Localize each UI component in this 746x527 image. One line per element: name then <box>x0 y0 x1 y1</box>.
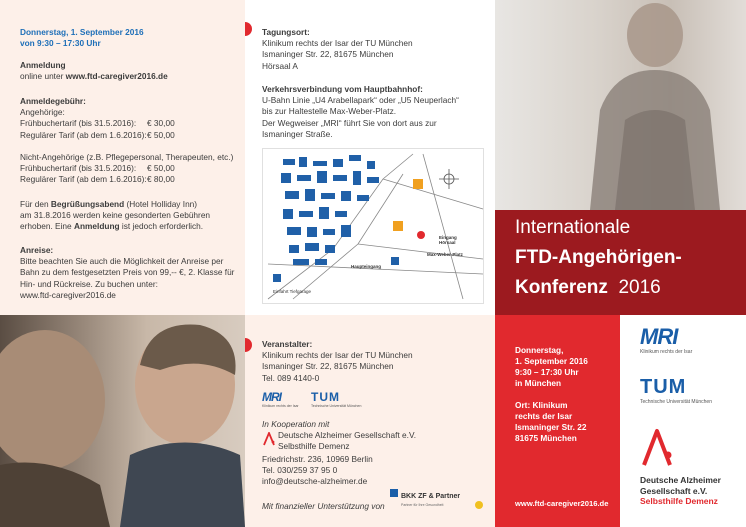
site-map <box>262 148 484 304</box>
red-dot-marker <box>245 338 252 352</box>
fee-row: Regulärer Tarif (ab dem 1.6.2016): € 50,00 <box>20 129 175 140</box>
bkk-logo: BKK ZF & Partner <box>401 493 461 500</box>
man-photo <box>495 0 746 210</box>
dalzg-email[interactable]: info@deutsche-alzheimer.de <box>262 476 368 487</box>
support-label: Mit finanzieller Unterstützung von <box>262 501 385 511</box>
travel-section: Anreise: Bitte beachten Sie auch die Möglichkeit der Anreise per Bahn zu dem festgesetzten Preis von 99,-- €, 2. Klasse für Hin- und Rückreise. Zu buchen unter: www.ftd-caregiver2016.de <box>20 245 242 301</box>
organizer-panel <box>245 315 495 527</box>
men-photo <box>0 315 245 527</box>
map-label-garage: Einfahrt Tiefgarage <box>273 289 312 294</box>
title-line-2: FTD-Angehörigen- <box>515 247 682 268</box>
dalzg-icon <box>262 432 276 446</box>
fees-section: Anmeldegebühr: Angehörige: Frühbuchertarif (bis 31.5.2016): € 30,00 Regulärer Tarif (ab dem 1.6.2016): € 50,00 Nicht-Angehörige (z.B. Pflegepersonal, Therapeuten, etc.) Frühbuchertarif (bis 31.5.2016): € 50,00 Regulärer Tarif (ab dem 1.6.2016): € 80,00 <box>20 96 240 185</box>
map-label-entrance: Eingang Hörsaal <box>439 235 457 245</box>
welcome-evening-note: Für den Begrüßungsabend (Hotel Holliday Inn) am 31.8.2016 werden keine gesonderten Gebühren erhoben. Eine Anmeldung ist jedoch erforderlich. <box>20 199 211 232</box>
registration-panel <box>0 0 245 315</box>
bkk-mark-icon <box>475 501 483 509</box>
registration-section: Anmeldung online unter www.ftd-caregiver2016.de <box>20 60 168 82</box>
event-info: Donnerstag, 1. September 2016 9:30 – 17:30 Uhr in München Ort: Klinikum rechts der Isar Ismaninger Str. 22 81675 München <box>515 345 588 443</box>
cover-photo <box>495 0 746 210</box>
fee-row: Regulärer Tarif (ab dem 1.6.2016): € 80,00 <box>20 174 175 185</box>
mri-logo-small: MRI Klinikum rechts der Isar <box>262 390 299 408</box>
travel-link[interactable]: www.ftd-caregiver2016.de <box>20 289 116 300</box>
dalzg-contact: Friedrichstr. 236, 10969 Berlin Tel. 030/259 37 95 0 info@deutsche-alzheimer.de <box>262 454 373 487</box>
fee-row: Frühbuchertarif (bis 31.5.2016): € 30,00 <box>20 118 175 129</box>
mri-logo: MRI Klinikum rechts der Isar <box>640 324 693 355</box>
venue-section: Tagungsort: Klinikum rechts der Isar der TU München Ismaninger Str. 22, 81675 München Hörsaal A <box>262 27 413 71</box>
cooperation-label: In Kooperation mit <box>262 419 330 429</box>
red-dot-marker <box>245 22 252 36</box>
registration-link[interactable]: www.ftd-caregiver2016.de <box>65 71 168 82</box>
dalzg-logo-icon <box>640 427 674 467</box>
transport-section: Verkehrsverbindung vom Hauptbahnhof: U-Bahn Linie „U4 Arabellapark“ oder „U5 Neuperlach“ bis zur Haltestelle Max-Weber-Platz. Der Wegweiser „MRI“ führt Sie von dort aus zur Ismaninger Straße. <box>262 84 459 139</box>
event-website-link[interactable]: www.ftd-caregiver2016.de <box>515 499 609 508</box>
bkk-sub: Partner für Ihre Gesundheit <box>401 503 444 507</box>
tum-logo: TUM Technische Universität München <box>640 376 712 405</box>
logos-panel <box>620 315 746 527</box>
dalzg-name: Deutsche Alzheimer Gesellschaft e.V. Selbsthilfe Demenz <box>278 430 417 452</box>
title-line-1: Internationale <box>515 217 631 238</box>
dalzg-logo-text: Deutsche Alzheimer Gesellschaft e.V. Selbsthilfe Demenz <box>640 475 721 506</box>
event-info-panel <box>495 315 620 527</box>
men-photo-graphic <box>0 315 245 527</box>
organizer-section: Veranstalter: Klinikum rechts der Isar der TU München Ismaninger Str. 22, 81675 München Tel. 089 4140-0 <box>262 339 413 383</box>
title-line-3: Konferenz 2016 <box>515 277 661 298</box>
fee-row: Frühbuchertarif (bis 31.5.2016): € 50,00 <box>20 163 175 174</box>
title-block <box>495 210 746 315</box>
map-label-main-entrance: Haupteingang <box>351 264 381 269</box>
site-map-graphic <box>263 149 485 305</box>
tum-logo-small: TUM Technische Universität München <box>311 390 362 408</box>
bkk-logo-mark <box>390 489 398 497</box>
event-date: Donnerstag, 1. September 2016 von 9:30 – 17:30 Uhr <box>20 27 144 49</box>
map-label-max-weber: Max-Weber-Platz <box>427 252 463 257</box>
